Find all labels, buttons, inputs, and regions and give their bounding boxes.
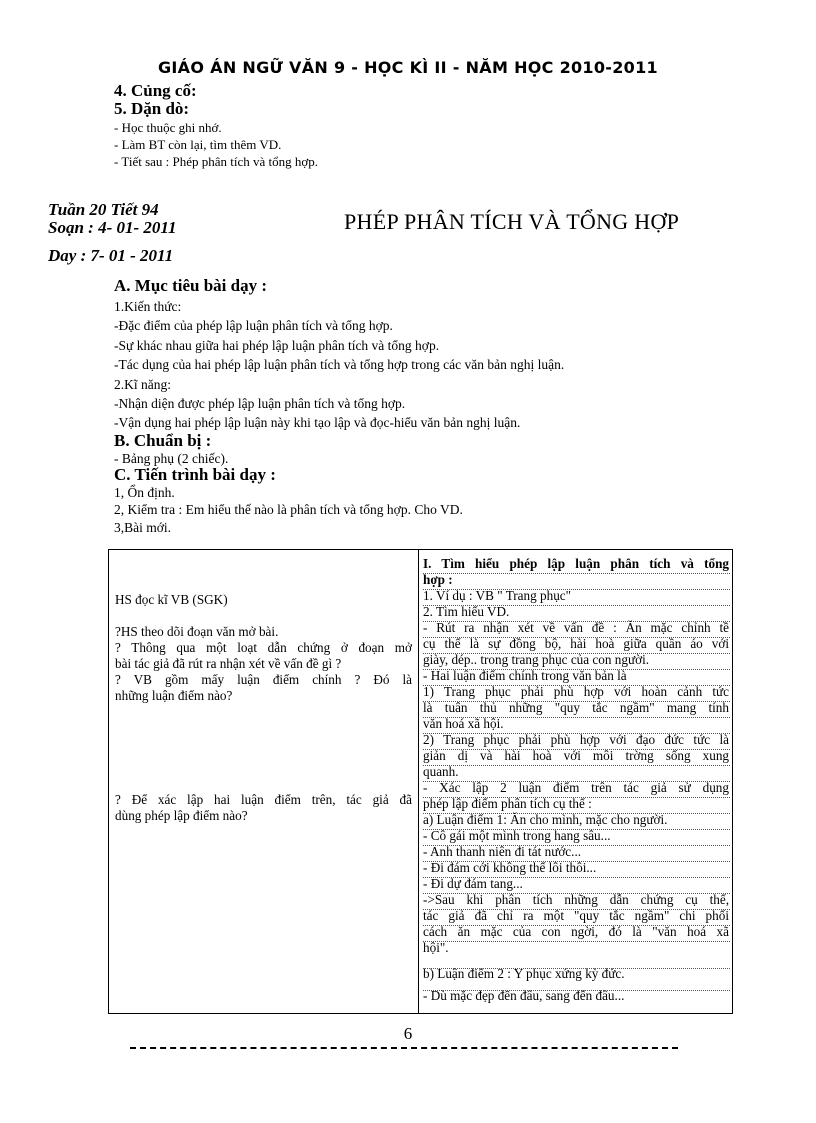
dotted-rule <box>423 717 730 718</box>
activity-line: ? Để xác lập hai luận điểm trên, tác giả đã <box>115 792 412 807</box>
objective-line: 1.Kiến thức: <box>114 299 182 314</box>
homework-item: - Tiết sau : Phép phân tích và tổng hợp. <box>114 154 319 169</box>
content-line: giản dị và hài hoà với môi trờng sống xung <box>423 748 729 763</box>
content-line: - Hai luận điểm chính trong văn bản là <box>423 668 627 683</box>
activity-line: ?HS theo dõi đoạn văn mở bài. <box>115 624 279 639</box>
content-line: ->Sau khi phân tích những dẫn chứng cụ thể, <box>423 892 729 907</box>
dotted-rule <box>423 685 730 686</box>
teacher-student-activity-column <box>109 550 419 1014</box>
teach-date: Day : 7- 01 - 2011 <box>48 246 174 265</box>
lesson-title: PHÉP PHÂN TÍCH VÀ TỔNG HỢP <box>344 209 680 234</box>
content-line: quanh. <box>423 764 459 779</box>
content-line: cách ăn mặc của con ngời, đó là "văn hoá xã <box>423 924 729 939</box>
dotted-rule <box>423 893 730 894</box>
homework-item: - Học thuộc ghi nhớ. <box>114 120 222 135</box>
content-line: - Anh thanh niên đi tát nước... <box>423 844 582 859</box>
dotted-rule <box>423 877 730 878</box>
dotted-rule <box>423 781 730 782</box>
content-line: giày, dép.. trong trang phục của con người. <box>423 652 650 667</box>
objective-line: 2.Kĩ năng: <box>114 377 171 392</box>
activity-line: bài tác giả đã rút ra nhận xét về vấn đề gì ? <box>115 656 342 671</box>
prepared-date: Soạn : 4- 01- 2011 <box>48 218 177 237</box>
dotted-rule <box>423 765 730 766</box>
objective-line: -Sự khác nhau giữa hai phép lập luận phân tích và tổng hợp. <box>114 338 440 353</box>
content-line: I. Tìm hiểu phép lập luận phân tích và tổng <box>423 556 729 571</box>
dotted-rule <box>423 653 730 654</box>
content-line: - Rút ra nhận xét về vấn đề : Ăn mặc chỉnh tề <box>423 620 729 635</box>
heading-section-b: B. Chuẩn bị : <box>114 431 212 450</box>
content-line: phép lập điểm phân tích cụ thể : <box>423 796 592 811</box>
activity-line: ? VB gồm mấy luận điểm chính ? Đó là <box>115 672 412 687</box>
dotted-rule <box>423 733 730 734</box>
content-line: - Xác lập 2 luận điểm trên tác giả sử dụng <box>423 780 729 795</box>
page-number: 6 <box>403 1024 413 1043</box>
procedure-line: 3,Bài mới. <box>114 520 172 535</box>
objective-line: -Vận dụng hai phép lập luận này khi tạo lập và đọc-hiểu văn bản nghị luận. <box>114 415 521 430</box>
content-line: tác giả đã chỉ ra một "quy tắc ngầm" chi phối <box>423 908 729 923</box>
dotted-rule <box>423 605 730 606</box>
homework-item: - Làm BT còn lại, tìm thêm VD. <box>114 137 282 152</box>
content-line: 2. Tìm hiểu VD. <box>423 604 510 619</box>
dotted-rule <box>423 968 730 969</box>
content-line: - Dù mặc đẹp đến đâu, sang đến đâu... <box>423 988 625 1003</box>
dotted-rule <box>423 990 730 991</box>
dotted-rule <box>423 941 730 942</box>
document-header: GIÁO ÁN NGỮ VĂN 9 - HỌC KÌ II - NĂM HỌC 2010-2011 <box>158 58 658 77</box>
content-line: 2) Trang phục phải phù hợp với đạo đức tức là <box>423 732 729 747</box>
footer-dashed-rule <box>130 1047 678 1049</box>
dotted-rule <box>423 829 730 830</box>
content-line: hợp : <box>423 572 453 587</box>
content-line: 1. Ví dụ : VB " Trang phục" <box>423 588 572 603</box>
content-line: là tuân thủ những "quy tắc ngầm" mang tính <box>423 700 729 715</box>
dotted-rule <box>423 925 730 926</box>
dotted-rule <box>423 621 730 622</box>
content-line: cụ thể là sự đồng bộ, hài hoà giữa quần áo với <box>423 636 729 651</box>
procedure-line: 2, Kiểm tra : Em hiểu thế nào là phân tích và tổng hợp. Cho VD. <box>114 502 463 517</box>
dotted-rule <box>423 797 730 798</box>
dotted-rule <box>423 589 730 590</box>
dotted-rule <box>423 701 730 702</box>
content-line: 1) Trang phục phải phù hợp với hoàn cảnh tức <box>423 684 729 699</box>
content-line: b) Luận điểm 2 : Y phục xứng kỳ đức. <box>423 966 625 981</box>
week-lesson: Tuần 20 Tiết 94 <box>48 200 159 219</box>
content-column <box>419 550 733 1014</box>
objective-line: -Tác dụng của hai phép lập luận phân tích và tổng hợp trong các văn bản nghị luận. <box>114 357 565 372</box>
dotted-rule <box>423 573 730 574</box>
dotted-rule <box>423 861 730 862</box>
dotted-rule <box>423 845 730 846</box>
activity-line: dùng phép lập điểm nào? <box>115 808 248 823</box>
objective-line: -Nhận diện được phép lập luận phân tích và tổng hợp. <box>114 396 406 411</box>
dotted-rule <box>423 669 730 670</box>
heading-section-a: A. Mục tiêu bài dạy : <box>114 276 267 295</box>
activity-line: ? Thông qua một loạt dẫn chứng ở đoạn mở <box>115 640 412 655</box>
content-line: văn hoá xã hội. <box>423 716 504 731</box>
heading-cung-co: 4. Củng cố: <box>114 81 197 100</box>
heading-section-c: C. Tiến trình bài dạy : <box>114 465 276 484</box>
dotted-rule <box>423 749 730 750</box>
dotted-rule <box>423 909 730 910</box>
dotted-rule <box>423 813 730 814</box>
lesson-table <box>108 549 733 1014</box>
activity-line: những luận điểm nào? <box>115 688 233 703</box>
content-line: a) Luận điểm 1: Ăn cho mình, mặc cho người. <box>423 812 668 827</box>
content-line: - Cô gái một mình trong hang sâu... <box>423 828 611 843</box>
procedure-line: 1, Ổn định. <box>114 485 175 500</box>
preparation-line: - Bảng phụ (2 chiếc). <box>114 451 229 466</box>
activity-line: HS đọc kĩ VB (SGK) <box>115 592 228 607</box>
dotted-rule <box>423 637 730 638</box>
heading-dan-do: 5. Dặn dò: <box>114 99 190 118</box>
content-line: - Đi dự đám tang... <box>423 876 523 891</box>
content-line: hội". <box>423 940 449 955</box>
content-line: - Đi đám cới không thể lôi thôi... <box>423 860 597 875</box>
objective-line: -Đặc điểm của phép lập luận phân tích và tổng hợp. <box>114 318 393 333</box>
